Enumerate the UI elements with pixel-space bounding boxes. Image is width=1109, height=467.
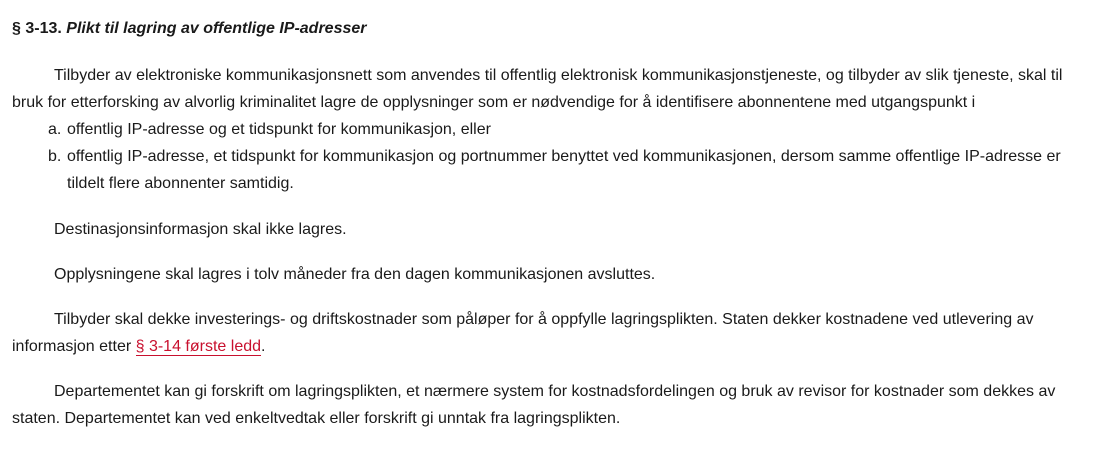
list-item xyxy=(48,116,1092,143)
section-title: Plikt til lagring av offentlige IP-adresser xyxy=(66,20,367,37)
list-item-text: offentlig IP-adresse, et tidspunkt for kommunikasjon og portnummer benyttet ved kommunikasjonen, dersom samme offentlige IP-adresse er tildelt flere abonnenter samtidig. xyxy=(67,148,1061,192)
list-item-marker: a. xyxy=(48,121,62,138)
costs-text: Tilbyder skal dekke investerings- og driftskostnader som påløper for å oppfylle lagringsplikten. Staten dekker kostnadene ved utlevering av informasjon etter xyxy=(12,311,1034,355)
list-item xyxy=(48,143,1092,197)
costs-paragraph xyxy=(12,306,1092,360)
section-number: § 3-13. xyxy=(12,20,62,37)
costs-text-end: . xyxy=(261,338,266,355)
list-item-marker: b. xyxy=(48,148,62,165)
section-reference-link[interactable]: § 3-14 første ledd xyxy=(135,338,262,355)
intro-paragraph: Tilbyder av elektroniske kommunikasjonsnett som anvendes til offentlig elektronisk kommunikasjonstjeneste, og tilbyder av slik tjeneste, skal til bruk for etterforsking av alvorlig kriminalitet lagre de opplysninger som er nødvendige for å identifisere abonnentene med utgangspunkt i xyxy=(12,67,1063,111)
regulation-paragraph: Departementet kan gi forskrift om lagringsplikten, et nærmere system for kostnadsfordelingen og bruk av revisor for kostnader som dekkes av staten. Departementet kan ved enkeltvedtak eller forskrift gi unntak fra lagringsplikten. xyxy=(12,383,1056,427)
destination-paragraph: Destinasjonsinformasjon skal ikke lagres. xyxy=(54,221,347,238)
list-item-text: offentlig IP-adresse og et tidspunkt for kommunikasjon, eller xyxy=(67,121,491,138)
retention-paragraph: Opplysningene skal lagres i tolv måneder fra den dagen kommunikasjonen avsluttes. xyxy=(54,266,656,283)
item-list xyxy=(12,116,1092,197)
section-heading xyxy=(12,15,1092,42)
